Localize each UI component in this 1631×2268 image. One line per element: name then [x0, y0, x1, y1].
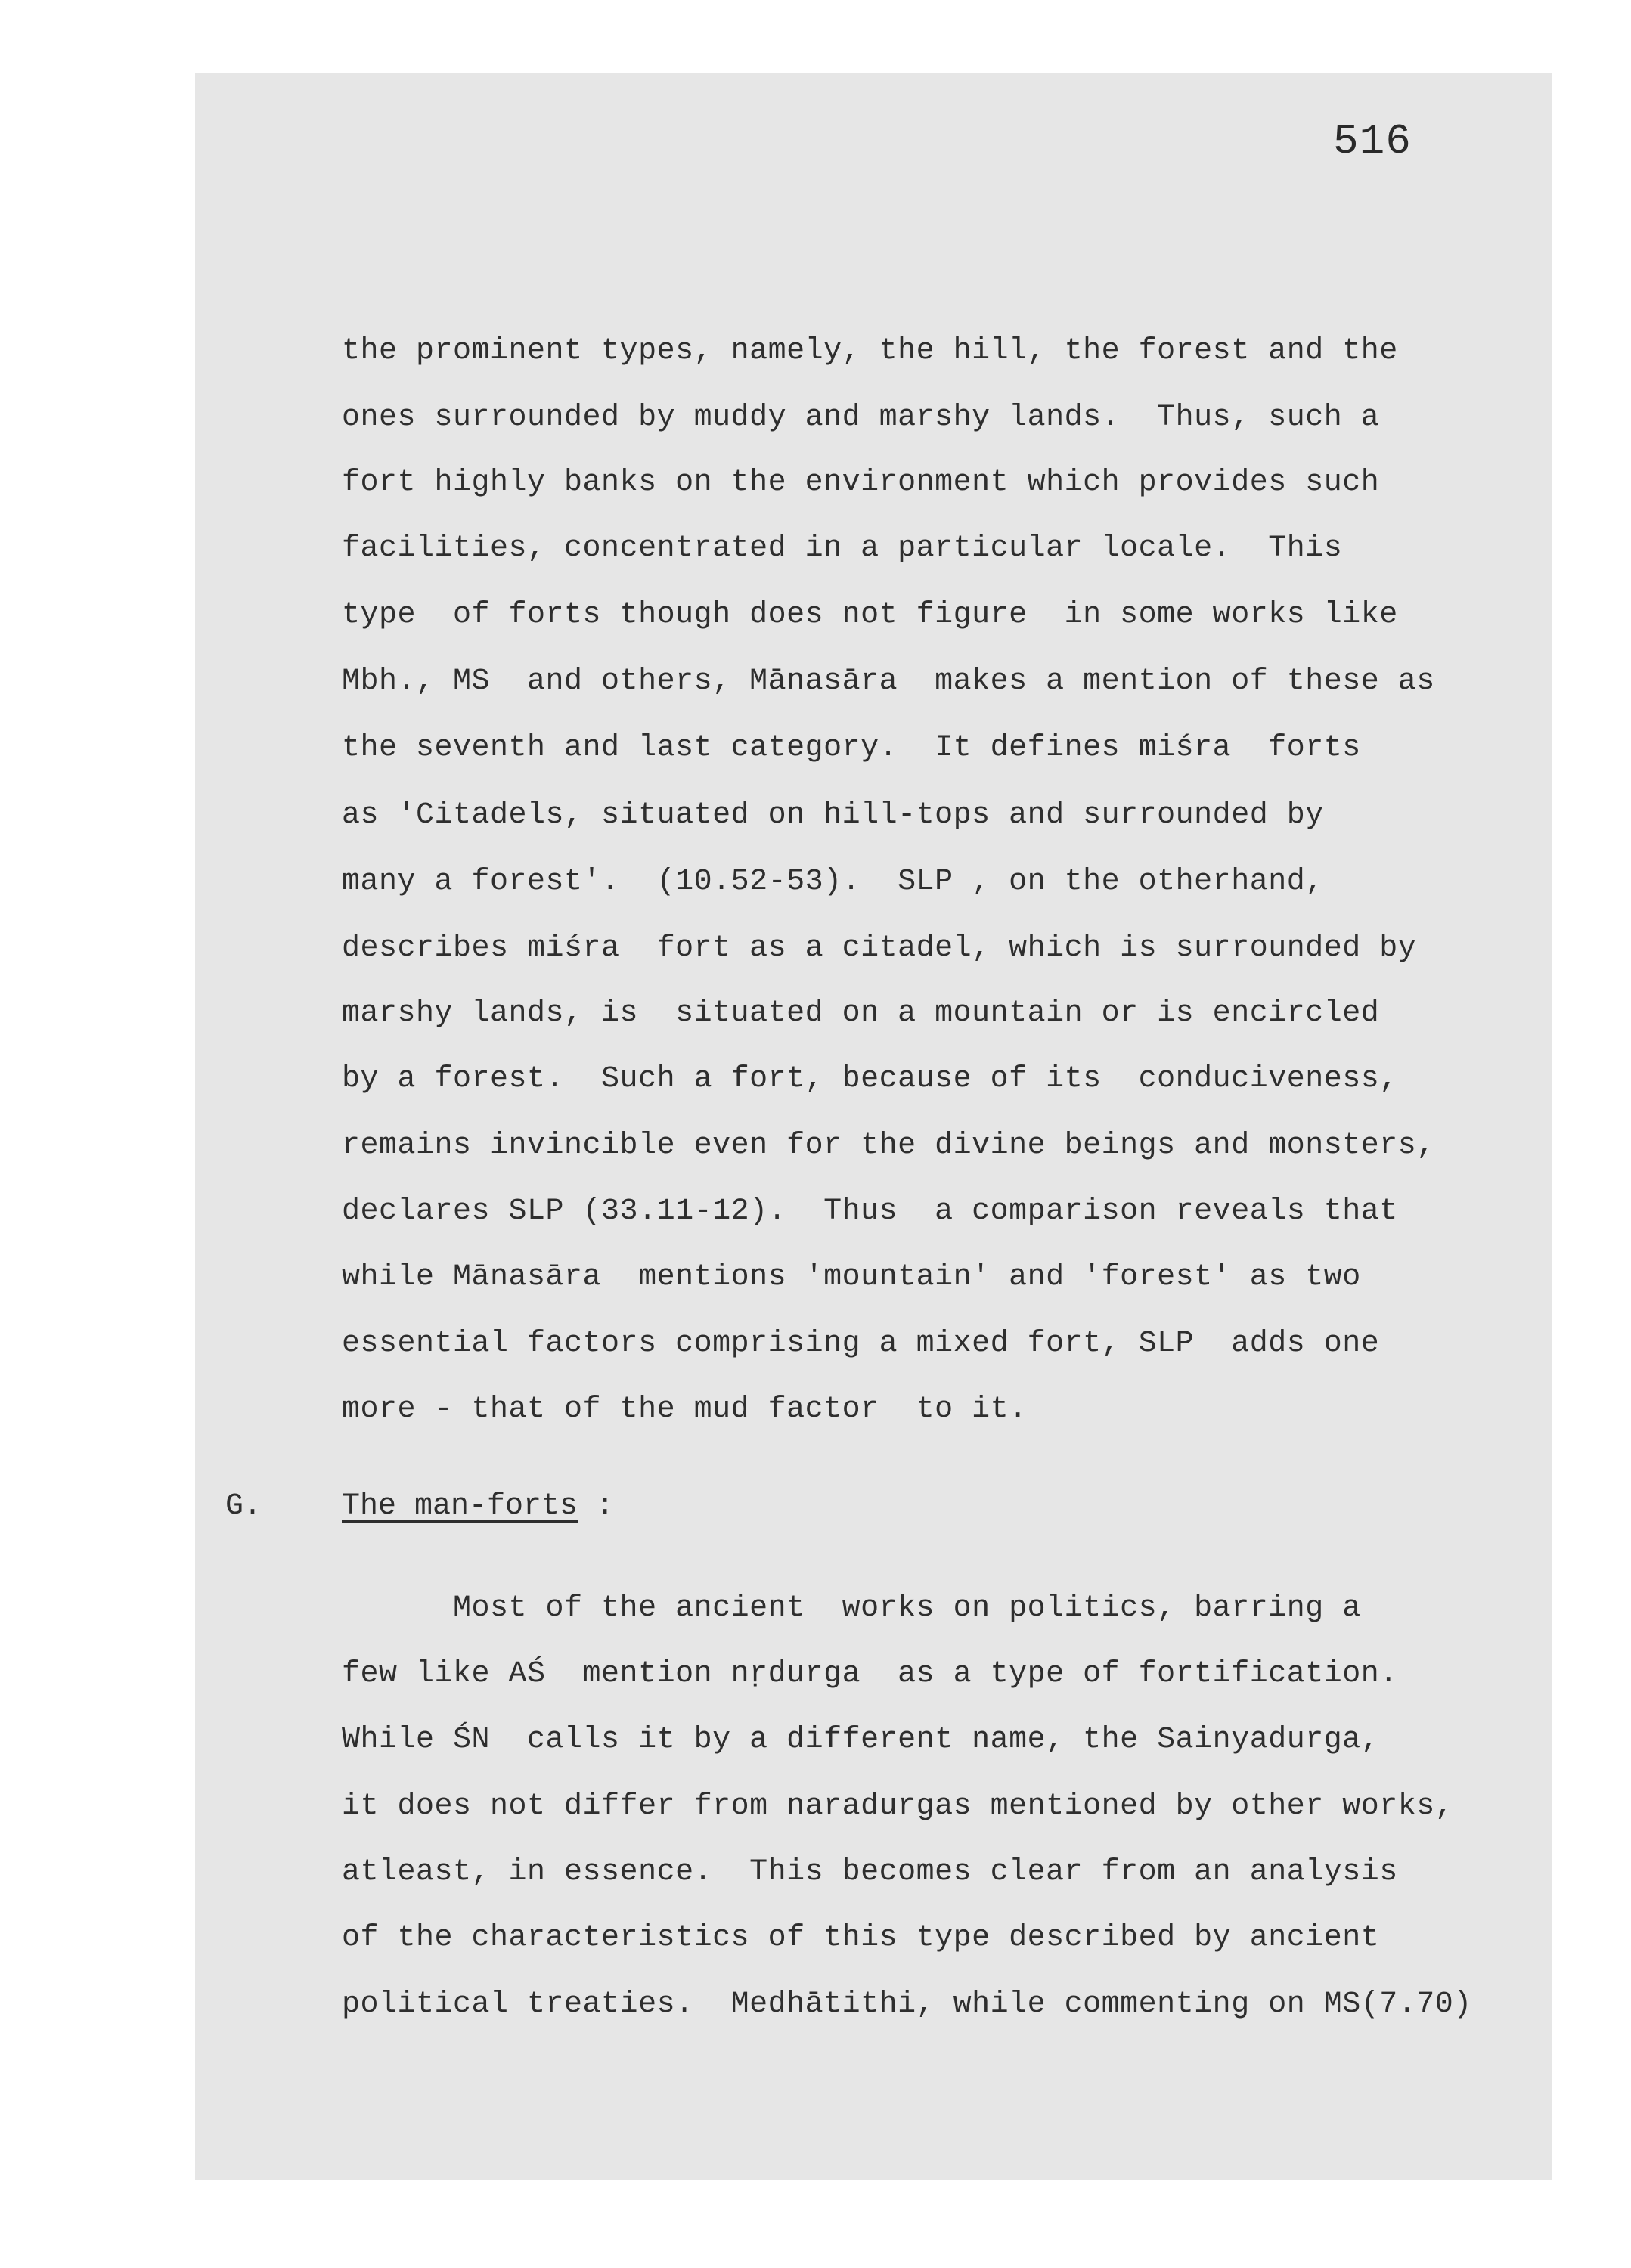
- text-line: Mbh., MS and others, Mānasāra makes a mention of these as: [342, 665, 1435, 699]
- page-number: 516: [1333, 117, 1412, 166]
- text-line: few like AŚ mention nṛdurga as a type of fortification.: [342, 1657, 1398, 1691]
- text-line: many a forest'. (10.52-53). SLP , on the otherhand,: [342, 865, 1324, 899]
- section-title: The man-forts: [342, 1489, 578, 1523]
- text-line: type of forts though does not figure in some works like: [342, 598, 1398, 632]
- text-line: by a forest. Such a fort, because of its conduciveness,: [342, 1062, 1398, 1096]
- text-line: Most of the ancient works on politics, barring a: [342, 1591, 1361, 1625]
- section-marker: G.: [225, 1489, 262, 1523]
- text-line: describes miśra fort as a citadel, which is surrounded by: [342, 931, 1417, 965]
- text-line: the prominent types, namely, the hill, the forest and the: [342, 334, 1398, 368]
- text-line: facilities, concentrated in a particular locale. This: [342, 531, 1343, 565]
- text-line: ones surrounded by muddy and marshy lands. Thus, such a: [342, 401, 1380, 435]
- text-line: the seventh and last category. It defines miśra forts: [342, 731, 1361, 765]
- text-line: of the characteristics of this type described by ancient: [342, 1921, 1380, 1955]
- section-heading: [342, 1489, 614, 1523]
- text-line: while Mānasāra mentions 'mountain' and 'forest' as two: [342, 1260, 1361, 1294]
- text-line: declares SLP (33.11-12). Thus a comparison reveals that: [342, 1194, 1398, 1228]
- text-line: political treaties. Medhātithi, while commenting on MS(7.70): [342, 1988, 1472, 2022]
- text-line: While ŚN calls it by a different name, the Sainyadurga,: [342, 1723, 1380, 1757]
- text-line: more - that of the mud factor to it.: [342, 1393, 1028, 1427]
- text-line: marshy lands, is situated on a mountain or is encircled: [342, 996, 1380, 1030]
- section-title-suffix: :: [578, 1489, 615, 1523]
- text-line: fort highly banks on the environment which provides such: [342, 466, 1380, 500]
- text-line: it does not differ from naradurgas mentioned by other works,: [342, 1789, 1454, 1823]
- text-line: remains invincible even for the divine beings and monsters,: [342, 1129, 1435, 1163]
- text-line: as 'Citadels, situated on hill-tops and surrounded by: [342, 798, 1324, 832]
- text-line: atleast, in essence. This becomes clear from an analysis: [342, 1855, 1398, 1889]
- text-line: essential factors comprising a mixed fort, SLP adds one: [342, 1327, 1380, 1361]
